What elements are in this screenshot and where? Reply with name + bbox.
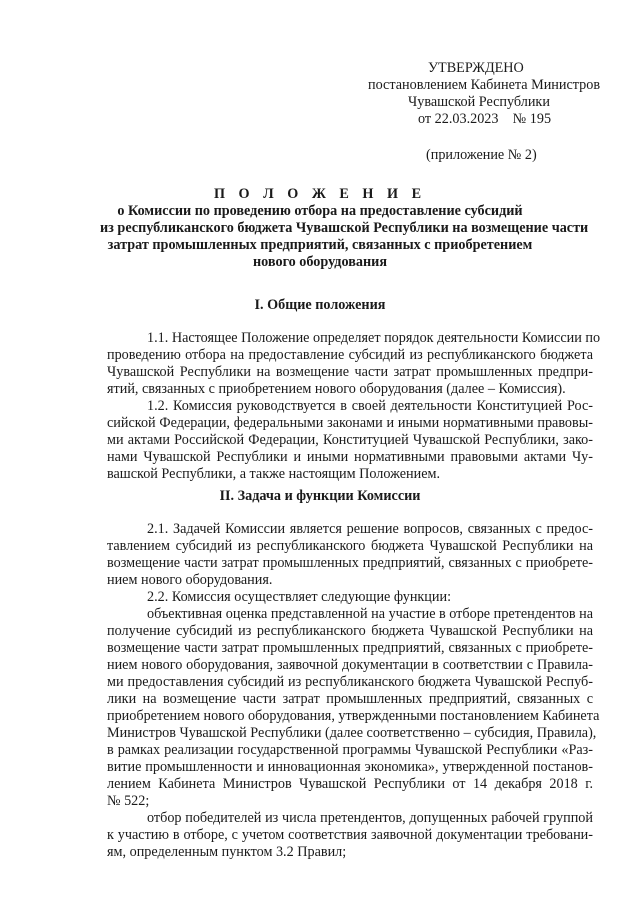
text-line: 1.1. Настоящее Положение определяет порядок деятельности Комиссии по [147, 330, 601, 346]
text-line: приобретением нового оборудования, утвержденными постановлением Кабинета [107, 708, 600, 724]
text-line: 2.2. Комиссия осуществляет следующие функции: [147, 589, 452, 605]
text-line: № 522; [107, 793, 150, 809]
text-line: объективная оценка представленной на участие в отборе претендентов на [147, 606, 594, 622]
text-line: ятий, связанных с приобретением нового оборудования (далее – Комиссия). [107, 381, 566, 397]
title-line: нового оборудования [253, 254, 387, 270]
text-line: лики на возмещение части затрат промышленных предприятий, связанных с [107, 691, 593, 707]
paragraph-1-1 [107, 330, 601, 398]
title-line: из республиканского бюджета Чувашской Республики на возмещение части [100, 220, 589, 236]
paragraph-2-2 [107, 589, 593, 606]
text-line: нием нового оборудования, заявочной документации в соответствии с Правила- [107, 657, 593, 673]
appendix-label: (приложение № 2) [426, 147, 537, 163]
section-heading-tasks: II. Задача и функции Комиссии [219, 488, 421, 504]
approval-stamp [360, 60, 610, 164]
paragraph-functions-2 [107, 810, 593, 861]
text-line: вашской Республики, а также настоящим Положением. [107, 466, 441, 482]
text-line: 2.1. Задачей Комиссии является решение вопросов, связанных с предос- [147, 521, 593, 537]
paragraph-functions-1 [107, 606, 600, 810]
paragraph-2-1 [107, 521, 593, 589]
text-line: лением Кабинета Министров Чувашской Республики от 14 декабря 2018 г. [107, 776, 593, 792]
title-line: о Комиссии по проведению отбора на предоставление субсидий [117, 203, 523, 219]
text-line: Чувашской Республики на возмещение части затрат промышленных предпри- [107, 364, 593, 380]
text-line: нием нового оборудования. [107, 572, 273, 588]
text-line: ми предоставления субсидий из республиканского бюджета Чувашской Респуб- [107, 674, 593, 690]
text-line: в рамках реализации государственной программы Чувашской Республики «Раз- [107, 742, 593, 758]
text-line: тавлением субсидий из республиканского бюджета Чувашской Республики на [107, 538, 593, 554]
title-line: затрат промышленных предприятий, связанных с приобретением [107, 237, 533, 253]
text-line: отбор победителей из числа претендентов, допущенных рабочей группой [147, 810, 593, 826]
text-line: возмещение части затрат промышленных предприятий, связанных с приобрете- [107, 555, 593, 571]
text-line: нами Чувашской Республики и иными нормативными правовыми актами Чу- [107, 449, 593, 465]
text-line: Министров Чувашской Республики (далее соответственно – субсидия, Правила), [107, 725, 597, 741]
text-line: ям, определенным пунктом 3.2 Правил; [107, 844, 347, 860]
approval-line: УТВЕРЖДЕНО [428, 60, 524, 76]
text-line: сийской Федерации, федеральными законами и иными нормативными правовы- [107, 415, 593, 431]
text-line: витие промышленности и инновационная экономика», утвержденной постанов- [107, 759, 593, 775]
text-line: 1.2. Комиссия руководствуется в своей деятельности Конституцией Рос- [147, 398, 593, 414]
approval-date-number: от 22.03.2023 № 195 [418, 111, 552, 127]
text-line: ми актами Российской Федерации, Конституцией Чувашской Республики, зако- [107, 432, 593, 448]
document-title [100, 186, 589, 271]
text-line: проведению отбора на предоставление субсидий из республиканского бюджета [107, 347, 593, 363]
text-line: возмещение части затрат промышленных предприятий, связанных с приобрете- [107, 640, 593, 656]
section-heading-general: I. Общие положения [254, 297, 386, 313]
title-main: П О Л О Ж Е Н И Е [213, 186, 427, 202]
approval-line: Чувашской Республики [408, 94, 550, 110]
approval-line: постановлением Кабинета Министров [368, 77, 601, 93]
text-line: получение субсидий из республиканского бюджета Чувашской Республики на [107, 623, 593, 639]
text-line: к участию в отборе, с учетом соответствия заявочной документации требовани- [107, 827, 593, 843]
paragraph-1-2 [107, 398, 593, 483]
